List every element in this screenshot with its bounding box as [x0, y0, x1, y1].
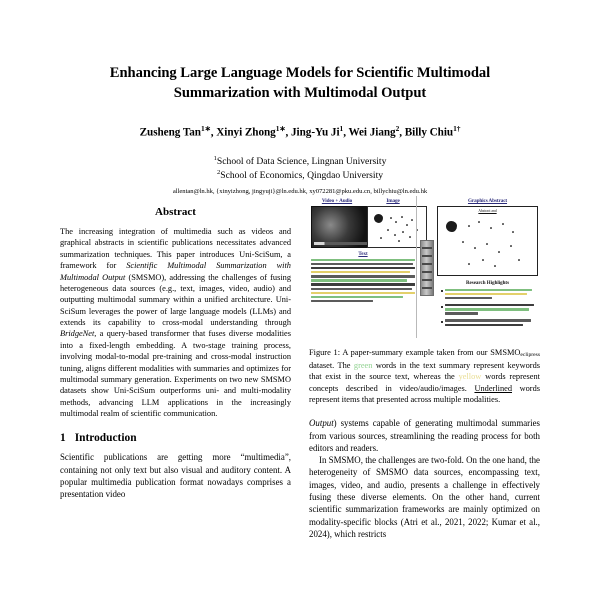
figure-image-label: Image [386, 198, 400, 204]
bridgenet-connector [417, 196, 435, 338]
figure-output-panel [435, 196, 540, 338]
section-number: 1 [60, 432, 66, 445]
abstract-paragraph [60, 226, 291, 419]
caption-text-1: Figure 1: A paper-summary example taken from our SMSMO [309, 348, 521, 357]
figure-source-panel [309, 196, 417, 338]
abstract-heading: Abstract [155, 206, 196, 218]
caption-text-2: dataset. The [309, 360, 354, 370]
right-column-text-1: ) systems capable of generating multimodal summaries from various sources, streamlining the reading process for both editors and readers. [309, 418, 540, 453]
section-heading-introduction [60, 432, 291, 444]
paper-title-line-2: Summarization with Multimodal Output [173, 84, 427, 101]
author-name: Billy Chiu [404, 127, 454, 140]
right-column-paragraph-1 [309, 417, 540, 454]
author-name: Wei Jiang [348, 127, 396, 140]
affiliation-line-1 [60, 155, 540, 169]
title-block [0, 0, 600, 197]
caption-subscript: eclipress [520, 352, 540, 358]
figure-graphics-abstract-label: Graphics Abstract [467, 198, 508, 204]
section-title: Introduction [74, 432, 137, 445]
research-highlights-label: Research Highlights [465, 281, 510, 286]
list-item [441, 319, 538, 327]
abstract-text-3: , a query-based transformer that fuses diverse modalities into a fixed-length embedding. A two-stage training process, involving modal-to-modal pre-training and cross-modal instruction tuning, aligns different modalities with summaries and optimizes for multimodal summary generation. Experiments on two new SMSMO datasets show Uni-SciSum outperforms uni- and multi-modality methods, advancing LLM applications in the increasingly multimodal realm of scientific communication. [60, 329, 291, 418]
graphics-abstract-inner-title: Abstract and [478, 209, 497, 213]
author-name: Xinyi Zhong [216, 127, 276, 140]
affiliation-block [60, 155, 540, 196]
affiliation-text-1: School of Data Science, Lingnan University [216, 156, 387, 168]
figure-video-audio-label: Video + Audio [321, 198, 353, 204]
graphics-blob [446, 221, 457, 232]
body-columns [0, 196, 600, 540]
video-thumbnail [311, 206, 375, 248]
research-highlights-list [437, 289, 538, 328]
caption-underlined-keyword: Underlined [474, 383, 512, 393]
author-list: Zusheng Tan$^{1∗}$, Xinyi Zhong$^{1∗}$, Jing-Yu Ji$^1$, Wei Jiang$^2$, Billy Chiu$^{1\dagger}$ [139, 124, 461, 140]
abstract-italic-1: Scientific Multimodal Summarization with Multimodal Output [60, 261, 291, 282]
caption-text-5: words represent items that presented across multiple modalities. [309, 383, 540, 404]
bridgenet-icon [420, 240, 434, 296]
author-affil-marker: 1∗ [275, 124, 286, 134]
author-name: Jing-Yu Ji [291, 127, 340, 140]
caption-text-3: words in the text summary represent keywords that exist in the source text, whereas the [309, 360, 540, 382]
page-title [60, 64, 540, 103]
list-item [441, 289, 538, 301]
abstract-text-1: The increasing integration of multimedia such as videos and graphical abstracts in scientific publications necessitates advanced summarization techniques. This paper introduces Uni-SciSum, a framework for [60, 227, 291, 271]
bullet-icon [441, 290, 443, 292]
right-column-paragraph-2: In SMSMO, the challenges are two-fold. On the one hand, the heterogeneity of SMSMO data sources, encompassing text, images, video, and audio, presents a challenge in effectively fusing these diverse elements. On the other hand, current scientific summarization frameworks are mainly optimized on modality-specific blocks (Atri et al., 2021, 2022; Kumar et al., 2024), which restricts [309, 455, 540, 539]
right-column-italic-lead: Output [309, 418, 334, 429]
abstract-italic-2: BridgeNet [60, 329, 95, 339]
right-column [309, 196, 540, 540]
left-column [60, 196, 291, 540]
introduction-paragraph: Scientific publications are getting more “multimedia”, containing not only text but also visual and auditory content. A popular multimedia publication format nowadays comprises a presentation video [60, 452, 291, 500]
figure-1-caption [309, 347, 540, 405]
figure-text-label: Text [358, 252, 368, 257]
image-blob [374, 214, 383, 223]
author-affil-marker: 1† [453, 124, 461, 134]
caption-text-4: words represent concepts described in video/audio/images. [309, 372, 540, 393]
bullet-icon [441, 306, 443, 308]
author-affil-marker: 1∗ [200, 124, 211, 134]
bullet-icon [441, 321, 443, 323]
figure-1 [309, 196, 540, 405]
introduction-body [60, 451, 291, 500]
author-name: Zusheng Tan [139, 127, 201, 140]
graphics-abstract-box [437, 206, 538, 276]
caption-green-keyword: green [353, 360, 373, 370]
caption-yellow-keyword: yellow [458, 372, 482, 382]
affiliation-marker-1: 1 [213, 155, 217, 163]
list-item [441, 304, 538, 316]
affiliation-marker-2: 2 [216, 168, 221, 176]
abstract-body [60, 226, 291, 419]
paper-title-line-1: Enhancing Large Language Models for Scientific Multimodal [109, 65, 491, 81]
figure-text-summary-lines [311, 259, 415, 302]
right-column-body [309, 417, 540, 540]
author-affil-marker: 1 [339, 124, 344, 134]
author-emails: allentan@ln.hk, {xinyizhong, jingyuji}@ln.edu.hk, xy072281@pku.edu.cn, billychiu@ln.edu.hk [172, 187, 428, 195]
affiliation-line-2 [60, 169, 540, 183]
author-affil-marker: 2 [395, 124, 400, 134]
affiliation-text-2: School of Economics, Qingdao University [220, 170, 384, 182]
abstract-text-2: (SMSMO), addressing the challenges of fusing heterogeneous data sources (e.g., text, images, video, audio) and outputting multimodal summary within a unified architecture. Uni-SciSum leverages the power of large language models (LLMs) and extends its capability to cross-modal understanding through [60, 272, 291, 327]
figure-1-image [309, 196, 540, 338]
